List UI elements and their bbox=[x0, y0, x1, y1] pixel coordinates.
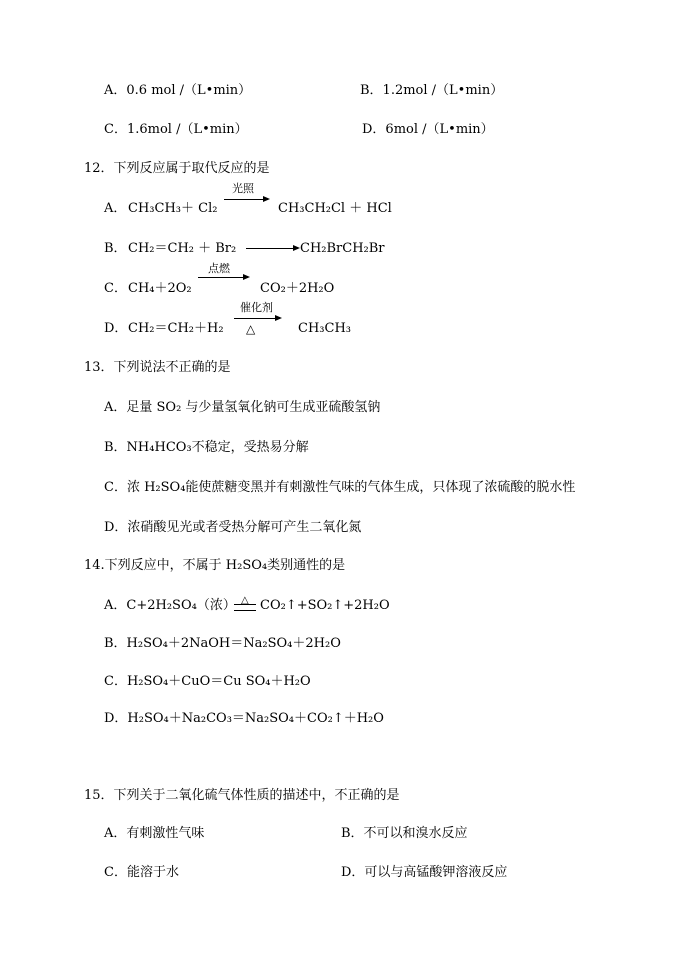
q14-option-a-condition: △ bbox=[241, 595, 249, 606]
q14-option-a-products: CO₂↑+SO₂↑+2H₂O bbox=[260, 598, 390, 613]
q12-option-a-products: CH₃CH₂Cl ＋ HCl bbox=[278, 201, 392, 216]
q12-option-d-products: CH₃CH₃ bbox=[298, 321, 351, 336]
q11-option-a: A．0.6 mol /（L•min） bbox=[104, 83, 252, 98]
q13-option-d: D．浓硝酸见光或者受热分解可产生二氧化氮 bbox=[104, 520, 362, 535]
q12-option-d-label: D． bbox=[104, 321, 128, 336]
q12-option-b-products: CH₂BrCH₂Br bbox=[300, 241, 385, 256]
q12-option-b-arrow bbox=[246, 248, 298, 249]
q12-option-a-label: A． bbox=[104, 201, 127, 216]
q12-option-c-products: CO₂＋2H₂O bbox=[260, 281, 335, 296]
q11-option-b: B．1.2mol /（L•min） bbox=[360, 83, 504, 98]
q11-option-c: C．1.6mol /（L•min） bbox=[104, 122, 248, 137]
q12-option-b-reactants: CH₂＝CH₂ ＋ Br₂ bbox=[128, 241, 237, 256]
q12-option-c-condition: 点燃 bbox=[208, 262, 230, 275]
q12-option-c-reactants: CH₄＋2O₂ bbox=[128, 281, 192, 296]
q14-option-b: B．H₂SO₄＋2NaOH＝Na₂SO₄＋2H₂O bbox=[104, 636, 341, 651]
q14-option-d: D．H₂SO₄＋Na₂CO₃＝Na₂SO₄＋CO₂↑＋H₂O bbox=[104, 711, 384, 726]
q15-option-a: A．有刺激性气味 bbox=[104, 826, 205, 841]
q12-stem: 12．下列反应属于取代反应的是 bbox=[84, 161, 270, 176]
q12-option-d-arrow bbox=[234, 318, 280, 319]
q15-option-d: D．可以与高锰酸钾溶液反应 bbox=[341, 865, 508, 880]
q11-option-d: D．6mol /（L•min） bbox=[362, 122, 494, 137]
q15-option-b: B．不可以和溴水反应 bbox=[341, 826, 468, 841]
q12-option-d-condition-top: 催化剂 bbox=[240, 301, 273, 314]
q12-option-a-arrow bbox=[224, 199, 268, 200]
q12-option-a-condition: 光照 bbox=[232, 182, 254, 195]
q13-option-b: B．NH₄HCO₃不稳定，受热易分解 bbox=[104, 440, 309, 455]
q12-option-a-reactants: CH₃CH₃＋ Cl₂ bbox=[128, 201, 218, 216]
q12-option-d-condition-bottom: △ bbox=[246, 322, 256, 336]
q13-stem: 13．下列说法不正确的是 bbox=[84, 360, 231, 375]
q14-option-a-reactants: A．C+2H₂SO₄（浓） bbox=[104, 598, 236, 613]
q12-option-d-reactants: CH₂＝CH₂＋H₂ bbox=[128, 321, 224, 336]
q14-option-a-equal-sign bbox=[234, 604, 256, 611]
q12-option-c-label: C． bbox=[104, 281, 127, 296]
q15-stem: 15．下列关于二氧化硫气体性质的描述中，不正确的是 bbox=[84, 788, 400, 803]
q13-option-a: A．足量 SO₂ 与少量氢氧化钠可生成亚硫酸氢钠 bbox=[104, 400, 381, 415]
q12-option-c-arrow bbox=[198, 277, 248, 278]
q12-option-b-label: B． bbox=[104, 241, 127, 256]
q14-option-c: C．H₂SO₄＋CuO＝Cu SO₄＋H₂O bbox=[104, 674, 311, 689]
q13-option-c: C．浓 H₂SO₄能使蔗糖变黑并有刺激性气味的气体生成，只体现了浓硫酸的脱水性 bbox=[104, 480, 576, 495]
q15-option-c: C．能溶于水 bbox=[104, 865, 179, 880]
q14-stem: 14.下列反应中，不属于 H₂SO₄类别通性的是 bbox=[84, 558, 346, 573]
